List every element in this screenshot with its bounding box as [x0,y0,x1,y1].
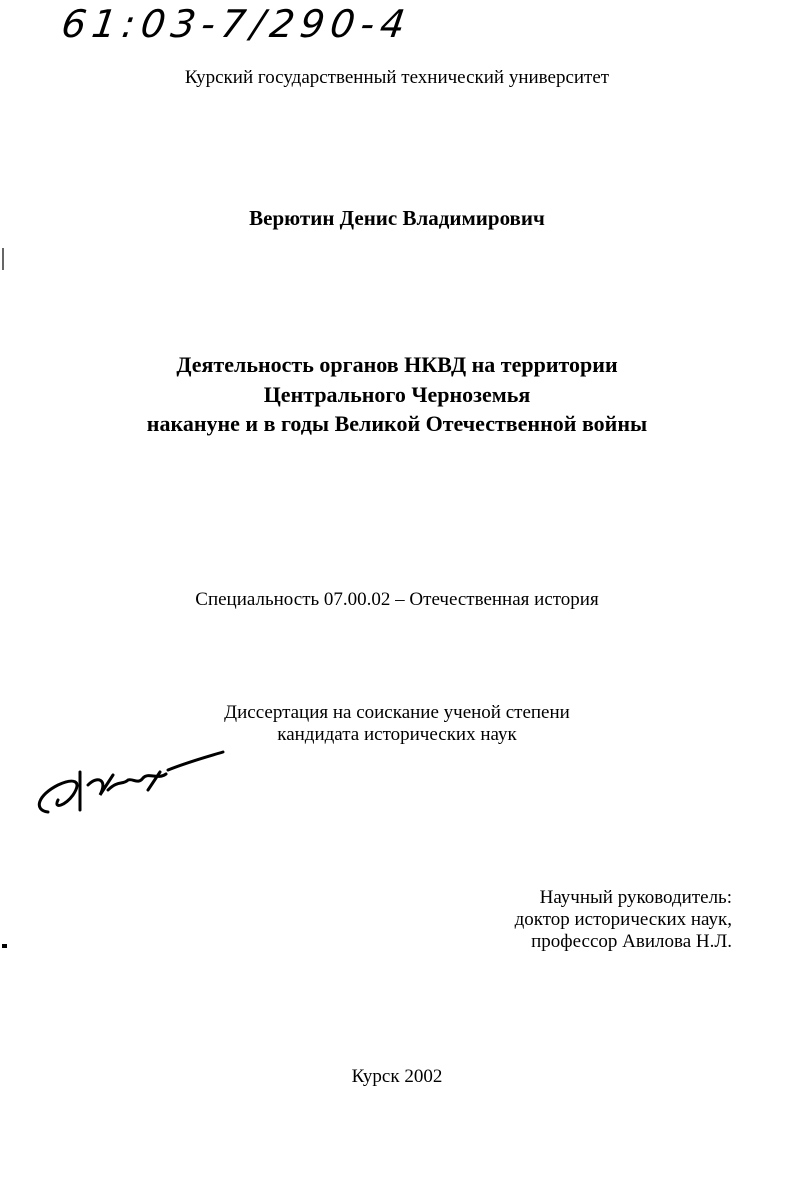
supervisor-label: Научный руководитель: [539,887,732,908]
title-line-2: Центрального Черноземья [263,382,531,407]
degree-line-1: Диссертация на соискание ученой степени [224,702,570,723]
supervisor-name: профессор Авилова Н.Л. [531,931,732,952]
supervisor-degree: доктор исторических наук, [514,909,732,930]
title-line-3: накануне и в годы Великой Отечественной войны [146,411,648,436]
scan-artifact [2,944,7,948]
handwritten-archive-number: 61:03-7/290-4 [58,2,414,46]
specialty: Специальность 07.00.02 – Отечественная история [195,589,599,610]
author-signature [28,750,228,820]
degree-line-2: кандидата исторических наук [277,724,517,745]
title-line-1: Деятельность органов НКВД на территории [176,352,618,377]
place-year: Курск 2002 [351,1066,443,1087]
scan-artifact [2,248,4,270]
author-name: Верютин Денис Владимирович [249,206,545,230]
university-name: Курский государственный технический университет [184,67,610,88]
